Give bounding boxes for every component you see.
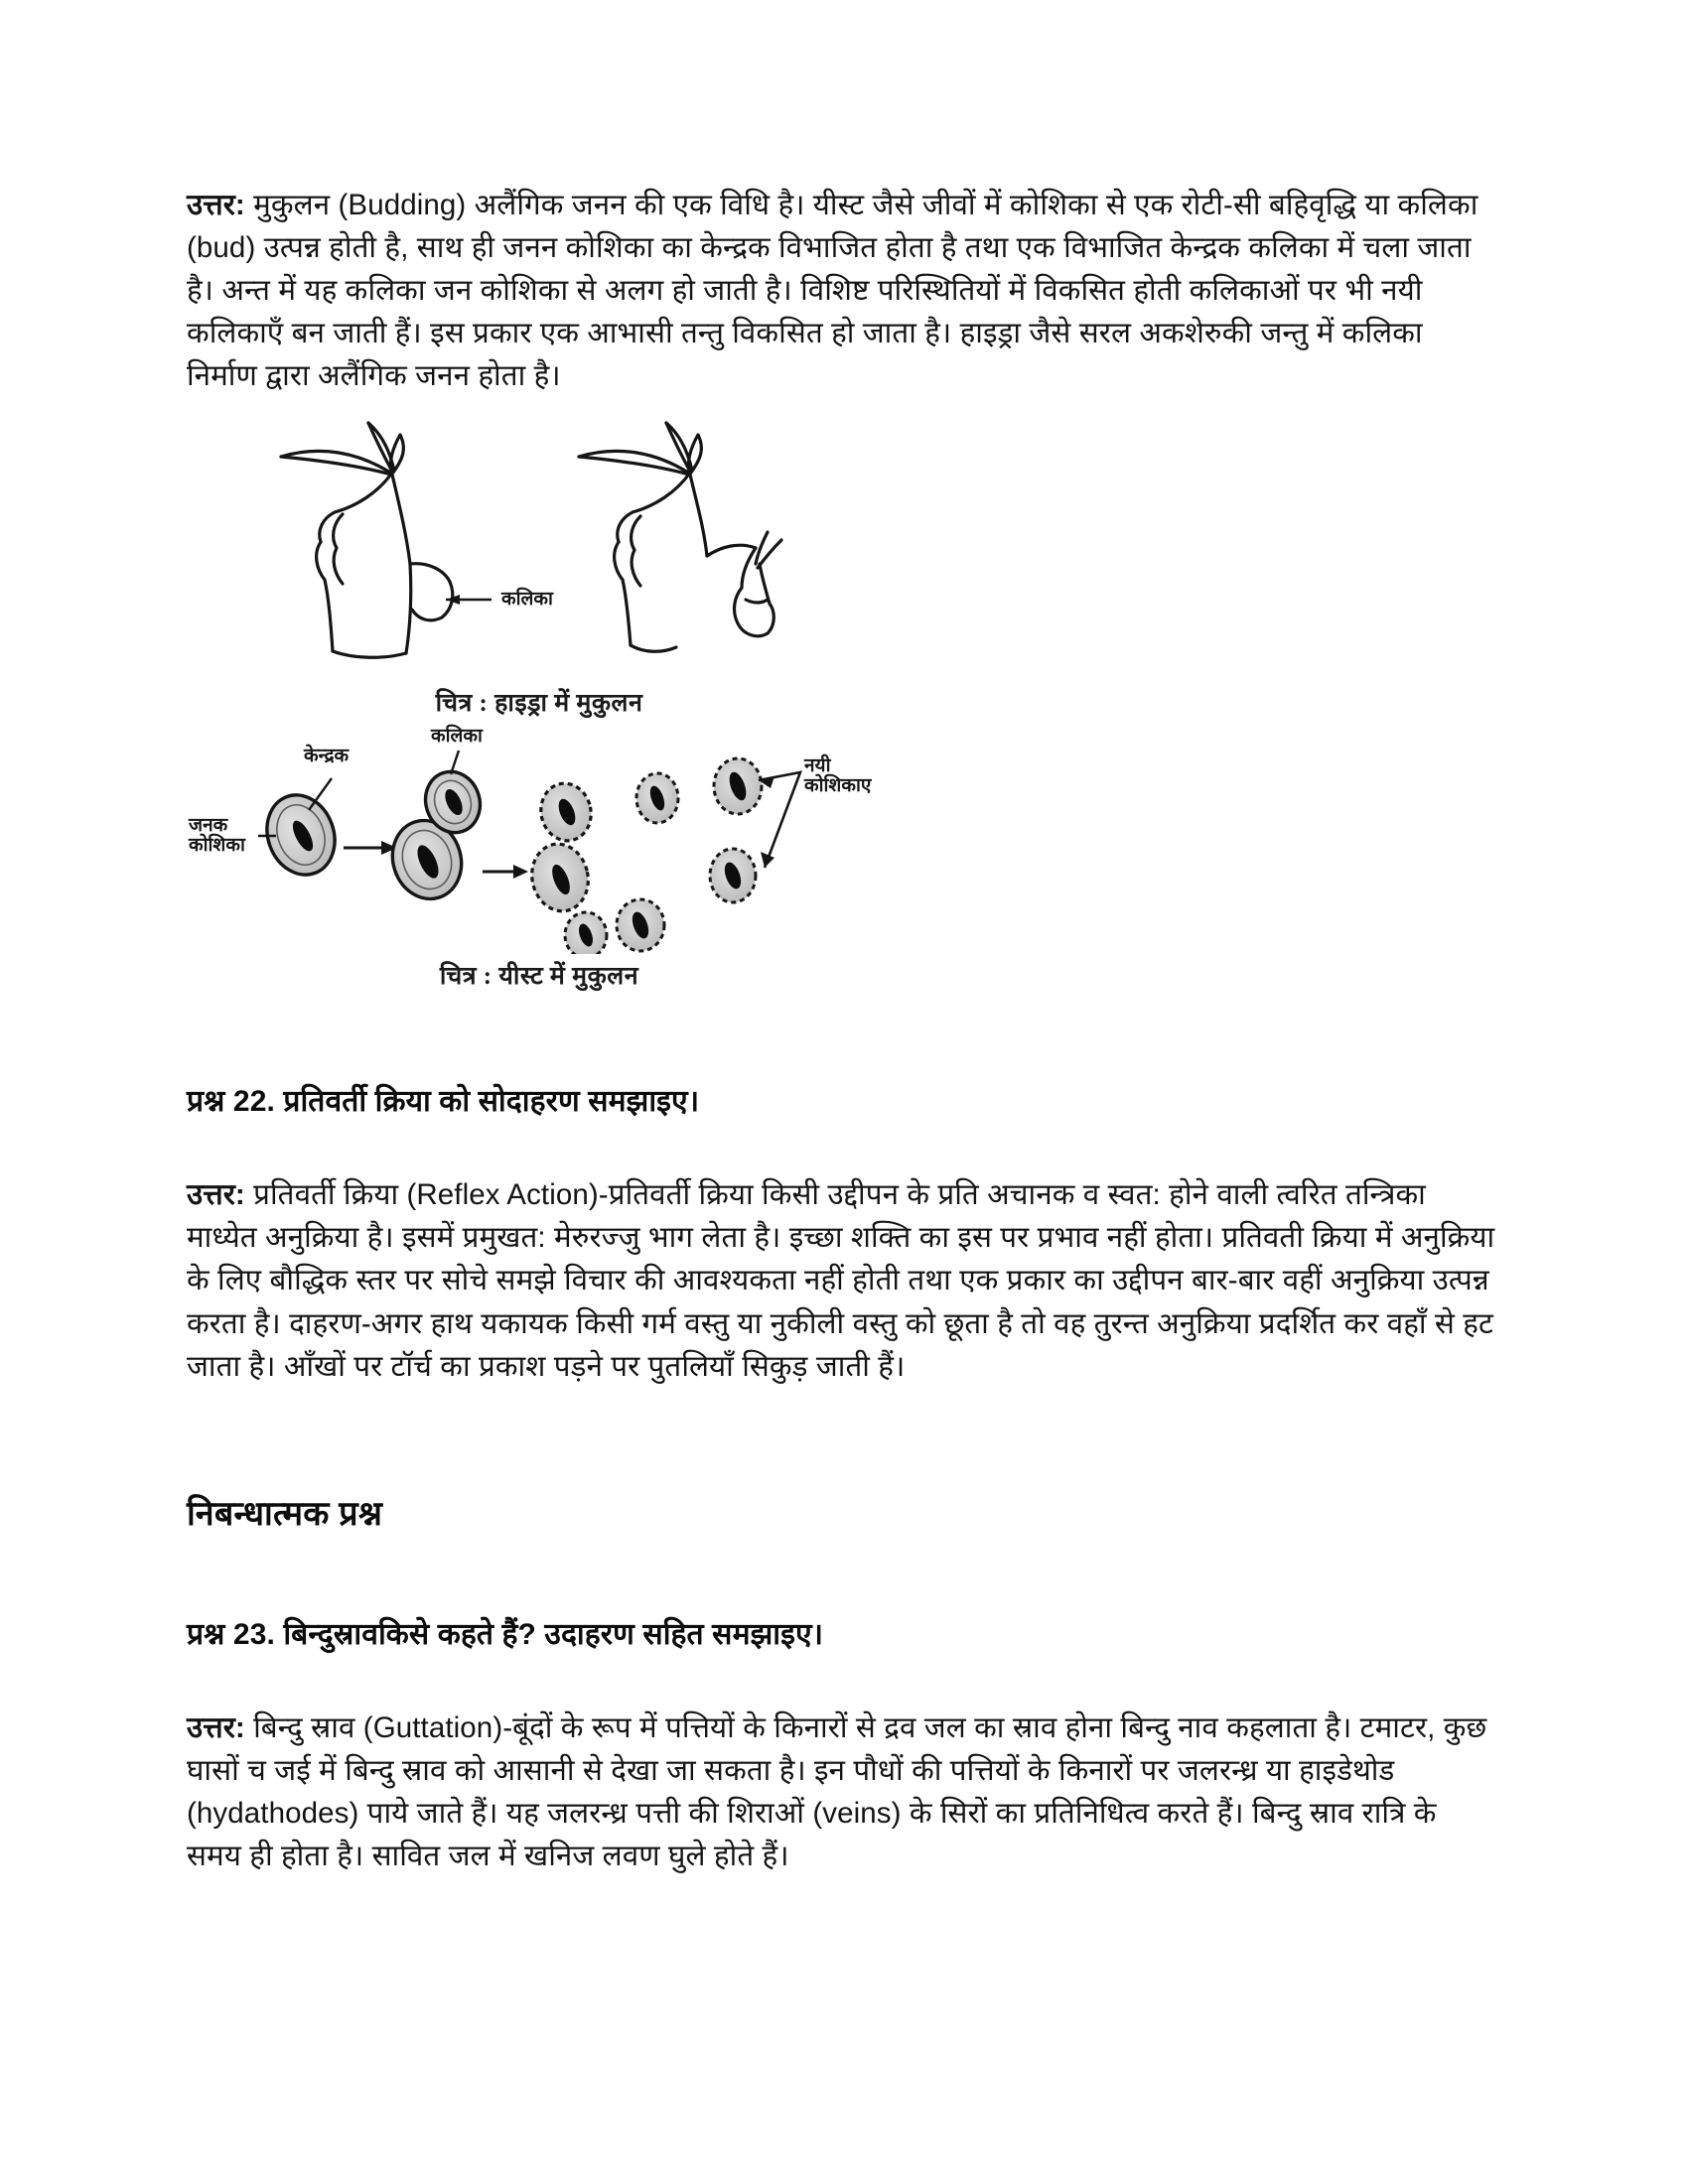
yeast-chain-cell <box>526 779 597 917</box>
yeast-arrow-2 <box>483 865 528 879</box>
yeast-arrow-1 <box>344 841 397 855</box>
answer-23-text: बिन्दु स्राव (Guttation)-बूंदों के रूप में पत्तियों के किनारों से द्रव जल का स्राव होना बिन्दु नाव कहलाता है। टमाटर, कुछ घासों च जई में बिन्दु स्राव को आसानी से देखा जा सकता है। इन पौधों की पत्तियों के किनारों पर जलरन्ध्र या हाइडेथोड (hydathodes) पाये जाते हैं। यह जलरन्ध्र पत्ती की शिराओं (veins) के सिरों का प्रतिनिधित्व करते हैं। बिन्दु स्राव रात्रि के समय ही होता है। सावित जल में खनिज लवण घुले होते हैं। <box>187 1710 1487 1872</box>
yeast-nucleus-label: केन्द्रक <box>304 746 350 767</box>
yeast-illustration <box>189 726 872 954</box>
answer-22-lead-label: उत्तर: <box>187 1178 245 1212</box>
question-23-heading: प्रश्न 23. बिन्दुस्रावकिसे कहते हैं? उदाहरण सहित समझाइए। <box>187 1617 824 1651</box>
yeast-new-cells-label <box>804 756 871 796</box>
yeast-parent-cell-label <box>189 816 245 856</box>
yeast-free-cells <box>565 758 762 954</box>
answer-22-paragraph <box>187 1173 1497 1387</box>
spacer-before-essay-section <box>187 1394 1497 1489</box>
hydra-bud-label: कलिका <box>501 589 553 611</box>
figure-yeast-caption-wrap <box>231 958 847 992</box>
essay-section-heading: निबन्धात्मक प्रश्न <box>187 1494 383 1533</box>
yeast-bud-label: कलिका <box>431 726 483 748</box>
spacer-after-figures <box>187 1002 1497 1079</box>
spacer-after-essay-heading <box>187 1535 1497 1612</box>
yeast-budding-cell <box>382 764 488 907</box>
spacer-q22 <box>187 1120 1497 1173</box>
yeast-parent-cell-label-line2: कोशिका <box>189 835 245 857</box>
question-22-heading: प्रश्न 22. प्रतिवर्ती क्रिया को सोदाहरण समझाइए। <box>187 1085 700 1119</box>
spacer-q23 <box>187 1653 1497 1706</box>
answer-23-lead-label: उत्तर: <box>187 1710 245 1744</box>
yeast-new-cells-label-line2: कोशिकाए <box>804 775 872 797</box>
answer-21-paragraph <box>187 184 1497 397</box>
yeast-parent-cell-label-line1: जनक <box>189 815 228 837</box>
new-cells-bracket <box>759 772 800 868</box>
figure-yeast-caption: चित्र : यीस्ट में मुकुलन <box>439 963 639 991</box>
figures-group <box>187 415 1497 992</box>
hydra-illustration <box>251 415 807 683</box>
answer-21-text: मुकुलन (Budding) अलैंगिक जनन की एक विधि है। यीस्ट जैसे जीवों में कोशिका से एक रोटी-सी बहिवृद्धि या कलिका (bud) उत्पन्न होती है, साथ ही जनन कोशिका का केन्द्रक विभाजित होता है तथा एक विभाजित केन्द्रक कलिका में चला जाता है। अन्त में यह कलिका जन कोशिका से अलग हो जाती है। विशिष्ट परिस्थितियों में विकसित होती कलिकाओं पर भी नयी कलिकाएँ बन जाती हैं। इस प्रकार एक आभासी तन्तु विकसित हो जाता है। हाइड्रा जैसे सरल अकशेरुकी जन्तु में कलिका निर्माण द्वारा अलैंगिक जनन होता है। <box>187 189 1478 393</box>
figure-yeast-budding <box>187 726 1497 992</box>
answer-23-paragraph <box>187 1706 1497 1877</box>
figure-hydra-budding <box>187 415 1497 719</box>
figure-hydra-caption-wrap <box>231 685 847 719</box>
figure-hydra-caption: चित्र : हाइड्रा में मुकुलन <box>435 690 643 718</box>
yeast-drawing-svg <box>197 741 832 954</box>
page-content <box>187 184 1497 1883</box>
yeast-new-cells-label-line1: नयी <box>804 755 831 777</box>
answer-21-lead-label: उत्तर: <box>187 189 245 221</box>
answer-22-text: प्रतिवर्ती क्रिया (Reflex Action)-प्रतिवर्ती क्रिया किसी उद्दीपन के प्रति अचानक व स्वत: होने वाली त्वरित तन्त्रिका माध्येत अनुक्रिया है। इसमें प्रमुखत: मेरुरज्जु भाग लेता है। इच्छा शक्ति का इस पर प्रभाव नहीं होता। प्रतिवती क्रिया में अनुक्रिया के लिए बौद्धिक स्तर पर सोचे समझे विचार की आवश्यकता नहीं होती तथा एक प्रकार का उद्दीपन बार-बार वहीं अनुक्रिया उत्पन्न करता है। दाहरण-अगर हाथ यकायक किसी गर्म वस्तु या नुकीली वस्तु को छूता है तो वह तुरन्त अनुक्रिया प्रदर्शित कर वहाँ से हट जाता है। आँखों पर टॉर्च का प्रकाश पड़ने पर पुतलियाँ सिकुड़ जाती हैं। <box>187 1178 1495 1383</box>
hydra-drawing-svg <box>251 415 807 683</box>
